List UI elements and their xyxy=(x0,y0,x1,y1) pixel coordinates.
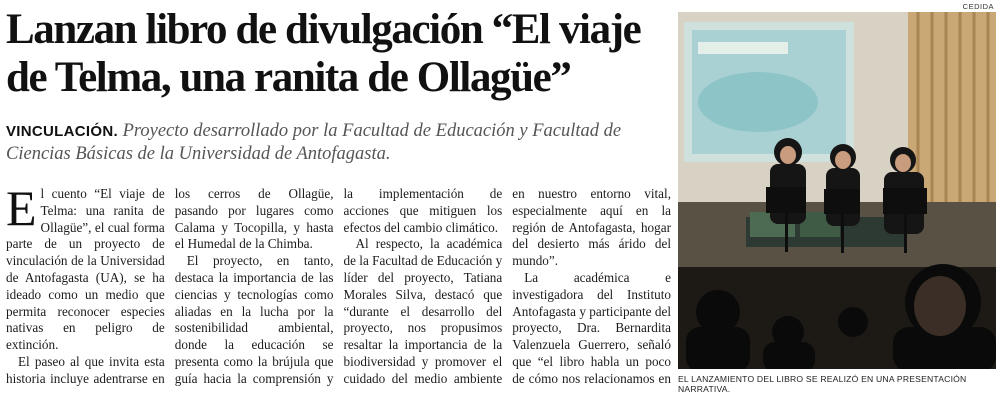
event-photo-illustration xyxy=(678,12,996,369)
article-body xyxy=(6,180,671,401)
paragraph-3: El proyecto, en tanto, destaca la importancia de las ciencias y tecnologías como aliadas en la lucha por la sostenibilidad ambiental, donde la educación se presenta como la brújula que guía hacia la comprensión y la implementación de acciones que mitiguen los efectos del cambio climático. xyxy=(174,186,503,386)
event-photo xyxy=(678,12,996,369)
lead-paragraph xyxy=(6,120,676,165)
photo-credit: CEDIDA xyxy=(962,2,994,11)
paragraph-1: El cuento “El viaje de Telma: una ranita de Ollagüe”, el cual forma parte de un proyecto de vinculación de la Universidad de Antofagasta (UA), se ha ideado como un medio que permita reconocer especies nativas en peligro de extinción. xyxy=(6,180,165,353)
paragraph-2: El paseo al que invita esta historia incluye adentrarse en los cerros de Ollagüe, pasando por lugares como Calama y Tocopilla, y hasta el Humedal de la Chimba. xyxy=(6,186,334,386)
dropcap: E xyxy=(6,180,37,236)
headline: Lanzan libro de divulgación “El viaje de Telma, una ranita de Ollagüe” xyxy=(6,6,641,101)
section-kicker: VINCULACIÓN. xyxy=(6,123,118,140)
body-text xyxy=(6,180,671,401)
paragraph-5: La académica e investigadora del Instituto Antofagasta y participante del proyecto, Dra. Bernardita Valenzuela Guerrero, señaló que “el libro habla un poco de cómo nos relacionamos en xyxy=(512,269,671,386)
paragraph-4: Al respecto, la académica de la Facultad de Educación y líder del proyecto, Tatiana Morales Silva, destacó que “durante el desarrollo del proyecto, nos propusimos resaltar la importancia de la biodiversidad y promover el cuidado del medio ambiente en nuestro entorno vital, especialmente aquí en la región de Antofagasta, hogar del desierto más árido del mundo”. xyxy=(343,186,671,386)
deck-text: Proyecto desarrollado por la Facultad de Educación y Facultad de Ciencias Básicas de la Universidad de Antofagasta. xyxy=(6,121,622,164)
photo-caption: EL LANZAMIENTO DEL LIBRO SE REALIZÓ EN UNA PRESENTACIÓN NARRATIVA. xyxy=(678,374,967,394)
